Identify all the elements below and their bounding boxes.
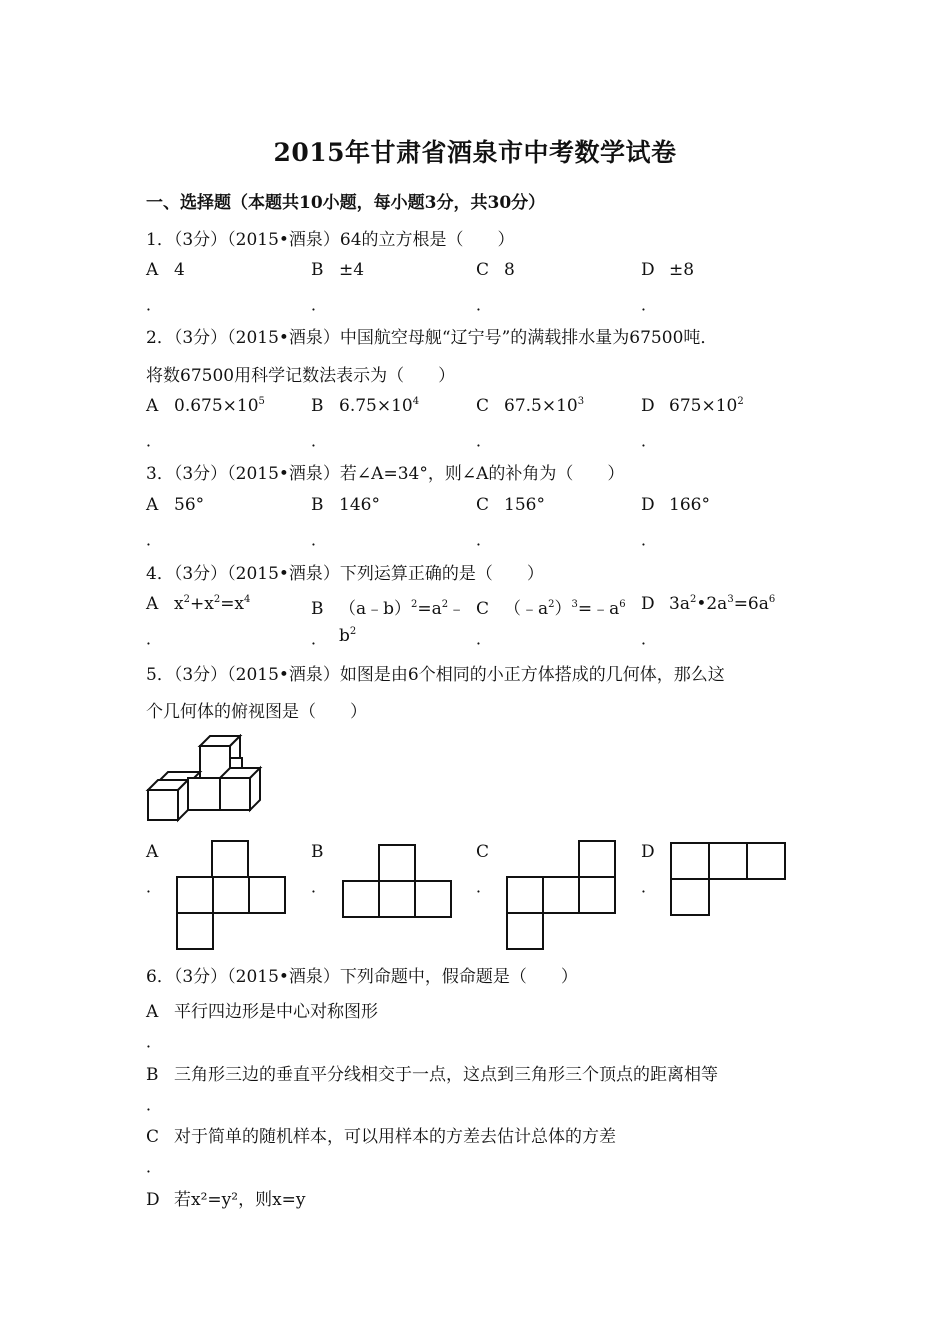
q5-option-a-figure xyxy=(176,840,288,952)
q2-option-d: D $675\times 10^2$ xyxy=(641,396,744,416)
question-6-stem: 6．（3分）（2015•酒泉）下列命题中，假命题是（ ） xyxy=(146,967,578,987)
q1-option-d: D ±8 xyxy=(641,260,695,280)
q3-dot-a: ． xyxy=(146,530,163,549)
q4-option-a: A $x^2+x^2=x^4$ xyxy=(146,594,251,614)
q3-option-d: D 166° xyxy=(641,495,710,515)
q4-option-c: C $(﹣a^2)^3=﹣a^6$ xyxy=(476,599,626,619)
grid-cell xyxy=(579,877,615,913)
q6-dot-c: ． xyxy=(146,1157,163,1176)
cube-back-right xyxy=(230,758,242,768)
q2-dot-c: ． xyxy=(476,431,493,450)
question-2-stem-line2: 将数67500用科学记数法表示为（ ） xyxy=(146,366,456,386)
q4-option-b: B $(a﹣b)^2=a^2﹣$ xyxy=(311,599,466,619)
question-1-stem: 1．（3分）（2015•酒泉）64的立方根是（ ） xyxy=(146,230,515,250)
q6-option-c: C 对于简单的随机样本，可以用样本的方差去估计总体的方差 xyxy=(146,1127,616,1147)
q6-dot-b: ． xyxy=(146,1095,163,1114)
grid-cell xyxy=(212,841,248,877)
page-title: 2015年甘肃省酒泉市中考数学试卷 xyxy=(273,138,677,167)
q3-option-c: C 156° xyxy=(476,495,545,515)
q5-option-d-figure xyxy=(670,842,788,918)
q4-dot-d: ． xyxy=(641,629,658,648)
cube-right-front xyxy=(220,778,250,810)
grid-cell xyxy=(543,877,579,913)
q4-dot-c: ． xyxy=(476,629,493,648)
cube-left-front xyxy=(148,790,178,820)
grid-cell xyxy=(249,877,285,913)
q1-option-c: C 8 xyxy=(476,260,515,280)
grid-cell xyxy=(671,843,709,879)
q4-option-d: D $3a^2•2a^3=6a^6$ xyxy=(641,594,776,614)
q2-dot-d: ． xyxy=(641,431,658,450)
q5-option-c-figure xyxy=(506,840,618,952)
cube-solid-figure xyxy=(144,734,268,824)
grid-cell xyxy=(177,877,213,913)
q5-dot-d: ． xyxy=(641,877,658,896)
question-5-stem-line2: 个几何体的俯视图是（ ） xyxy=(146,702,367,722)
cube-mid-front xyxy=(188,778,220,810)
q1-dot-c: ． xyxy=(476,295,493,314)
grid-cell xyxy=(671,879,709,915)
grid-cell xyxy=(379,845,415,881)
q5-option-c-letter: C xyxy=(476,842,490,862)
grid-cell xyxy=(507,877,543,913)
q5-dot-b: ． xyxy=(311,877,328,896)
q3-dot-d: ． xyxy=(641,530,658,549)
q1-option-b: B ±4 xyxy=(311,260,365,280)
q5-option-d-letter: D xyxy=(641,842,655,862)
grid-cell xyxy=(709,843,747,879)
q2-option-c: C $67.5\times 10^3$ xyxy=(476,396,585,416)
q1-option-a: A 4 xyxy=(146,260,185,280)
q4-option-b-cont: $b^2$ xyxy=(339,626,357,646)
question-4-stem: 4．（3分）（2015•酒泉）下列运算正确的是（ ） xyxy=(146,564,544,584)
q2-option-a: A $0.675\times 10^5$ xyxy=(146,396,265,416)
q1-dot-b: ． xyxy=(311,295,328,314)
q3-option-a: A 56° xyxy=(146,495,205,515)
q1-dot-a: ． xyxy=(146,295,163,314)
q3-dot-c: ． xyxy=(476,530,493,549)
q4-dot-b: ． xyxy=(311,629,328,648)
q2-dot-a: ． xyxy=(146,431,163,450)
q6-option-d: D 若x²=y²，则x=y xyxy=(146,1190,306,1210)
q1-dot-d: ． xyxy=(641,295,658,314)
section-heading: 一、选择题（本题共10小题，每小题3分，共30分） xyxy=(146,193,546,213)
q5-option-b-letter: B xyxy=(311,842,324,862)
grid-cell xyxy=(177,913,213,949)
q2-option-b: B $6.75\times 10^4$ xyxy=(311,396,420,416)
q5-option-a-letter: A xyxy=(146,842,159,862)
q6-option-b: B 三角形三边的垂直平分线相交于一点，这点到三角形三个顶点的距离相等 xyxy=(146,1065,718,1085)
grid-cell xyxy=(415,881,451,917)
question-2-stem-line1: 2．（3分）（2015•酒泉）中国航空母舰“辽宁号”的满载排水量为67500吨． xyxy=(146,328,718,348)
q5-option-b-figure xyxy=(342,844,454,920)
grid-cell xyxy=(747,843,785,879)
question-5-stem-line1: 5．（3分）（2015•酒泉）如图是由6个相同的小正方体搭成的几何体，那么这 xyxy=(146,665,725,685)
q5-dot-c: ． xyxy=(476,877,493,896)
q6-option-a: A 平行四边形是中心对称图形 xyxy=(146,1002,378,1022)
grid-cell xyxy=(213,877,249,913)
q3-dot-b: ． xyxy=(311,530,328,549)
q6-dot-a: ． xyxy=(146,1032,163,1051)
question-3-stem: 3．（3分）（2015•酒泉）若∠A=34°，则∠A的补角为（ ） xyxy=(146,464,625,484)
grid-cell xyxy=(379,881,415,917)
q5-dot-a: ． xyxy=(146,877,163,896)
q4-dot-a: ． xyxy=(146,629,163,648)
grid-cell xyxy=(579,841,615,877)
grid-cell xyxy=(343,881,379,917)
q3-option-b: B 146° xyxy=(311,495,380,515)
q2-dot-b: ． xyxy=(311,431,328,450)
grid-cell xyxy=(507,913,543,949)
